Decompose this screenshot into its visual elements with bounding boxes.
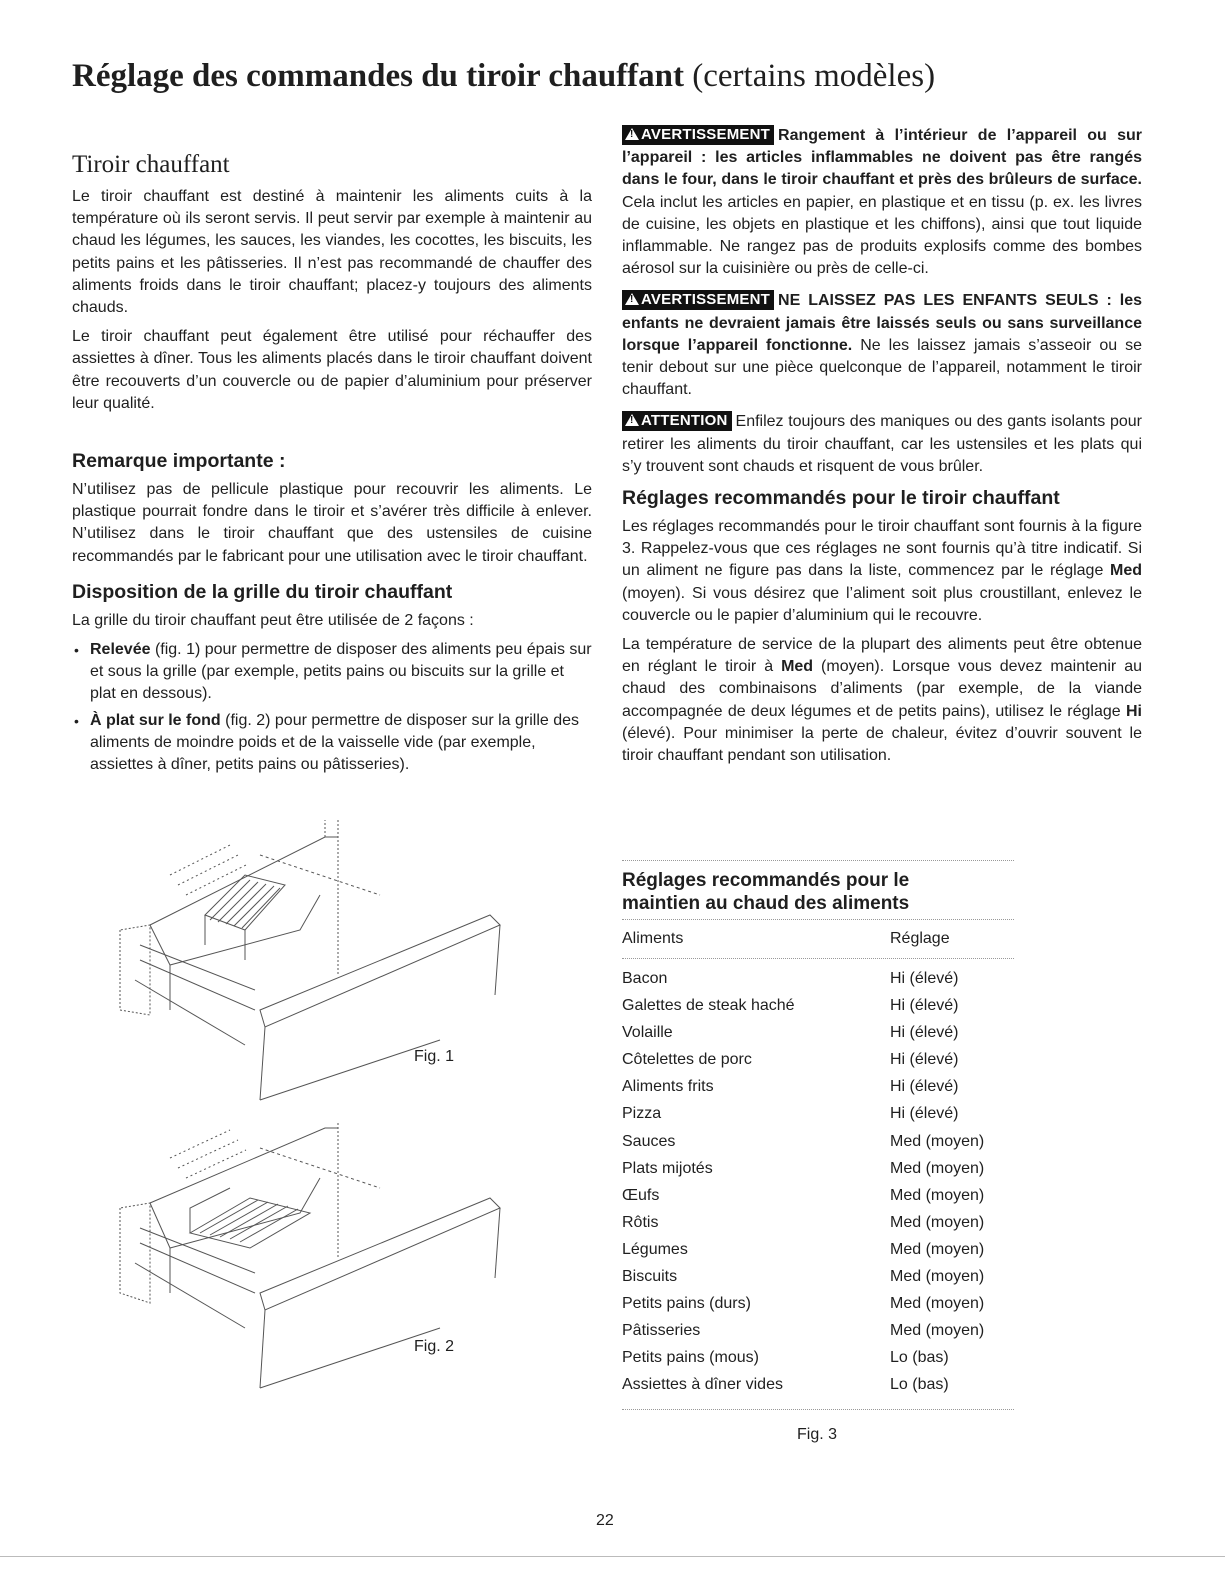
table-cell-reglage: Med (moyen)	[890, 1240, 985, 1258]
col-header-reglage: Réglage	[890, 930, 950, 947]
intro-paragraph-2: Le tiroir chauffant peut également être utilisé pour réchauffer des assiettes à dîner. Tous les aliments placés dans le tiroir chauffant doivent être recouverts d’un couvercle ou de papier d’aluminium pour préserver leur qualité.	[72, 328, 592, 412]
reglages-paragraph-1	[622, 516, 1142, 627]
warning-children-bold: NE LAISSEZ PAS LES ENFANTS SEULS : les enfants ne devraient jamais être laissés seuls ou sans surveillance lorsque l’appareil fonctionne.	[622, 292, 1142, 354]
table-cell-reglage: Med (moyen)	[890, 1159, 985, 1177]
warning-badge	[622, 125, 774, 145]
reglages-paragraph-2	[622, 634, 1142, 767]
table-cell-reglage: Hi (élevé)	[890, 970, 959, 987]
disposition-list	[72, 639, 592, 776]
caution-badge	[622, 411, 732, 431]
caution-badge-label: ATTENTION	[641, 412, 728, 430]
table-cell-aliment: Pizza	[622, 1105, 662, 1123]
table-row	[622, 1019, 1014, 1046]
table-title-line: maintien au chaud des aliments	[622, 893, 910, 914]
text-span: (élevé). Pour minimiser la perte de chaleur, évitez d’ouvrir souvent le tiroir chauffant pendant son utilisation.	[622, 724, 1142, 765]
list-item	[72, 710, 592, 777]
col-header-aliments: Aliments	[622, 930, 684, 947]
fig3-label: Fig. 3	[797, 1426, 838, 1443]
setting-med: Med	[781, 658, 814, 676]
right-column	[622, 125, 1142, 774]
table-title-line: Réglages recommandés pour le	[622, 870, 910, 891]
settings-table	[622, 860, 1014, 1410]
table-cell-aliment: Petits pains (mous)	[622, 1349, 759, 1367]
disposition-heading: Disposition de la grille du tiroir chauffant	[72, 580, 453, 603]
reglages-heading: Réglages recommandés pour le tiroir chauffant	[622, 487, 1060, 510]
table-cell-aliment: Galettes de steak haché	[622, 997, 795, 1015]
table-cell-aliment: Œufs	[622, 1186, 660, 1204]
caution-gloves	[622, 411, 1142, 478]
table-row	[622, 1263, 1014, 1290]
warming-drawer-rack-flat-illustration	[110, 1118, 510, 1408]
left-column	[72, 150, 592, 780]
disposition-paragraph: La grille du tiroir chauffant peut être utilisée de 2 façons :	[72, 611, 474, 629]
text-span: La température de service de la plupart des aliments peut être obtenue en réglant le tiroir à	[622, 636, 1142, 676]
page-number: 22	[596, 1512, 614, 1529]
bullet-text: (fig. 2) pour permettre de disposer sur la grille des aliments de moindre poids et de la vaisselle vide (par exemple, assiettes à dîner, petits pains ou pâtisseries).	[90, 711, 580, 774]
warning-triangle-icon: !	[625, 414, 639, 426]
table-cell-reglage: Med (moyen)	[890, 1322, 985, 1340]
table-cell-aliment: Plats mijotés	[622, 1159, 713, 1177]
table-cell-reglage: Hi (élevé)	[890, 1051, 959, 1069]
table-cell-reglage: Hi (élevé)	[890, 997, 959, 1015]
table-cell-aliment: Légumes	[622, 1240, 688, 1258]
table-row	[622, 1046, 1014, 1073]
table-row	[622, 992, 1014, 1019]
table-bottom-rule	[622, 1409, 1014, 1410]
table-row	[622, 1155, 1014, 1182]
table-row	[622, 1100, 1014, 1127]
table-rows	[622, 959, 1014, 1409]
table-cell-reglage: Hi (élevé)	[890, 1024, 959, 1042]
table-cell-reglage: Lo (bas)	[890, 1349, 949, 1367]
intro-paragraph-1: Le tiroir chauffant est destiné à maintenir les aliments cuits à la température où ils seront servis. Il peut servir par exemple à maintenir au chaud les légumes, les sauces, les viandes, les cocottes, les biscuits, les petits pains et les pâtisseries. Il n’est pas recommandé de chauffer des aliments froids dans le tiroir chauffant; placez-y toujours des aliments chauds.	[72, 188, 592, 317]
warning-children	[622, 290, 1142, 401]
table-cell-aliment: Sauces	[622, 1132, 676, 1150]
warning-badge-label: AVERTISSEMENT	[641, 291, 771, 309]
table-row	[622, 965, 1014, 992]
table-cell-reglage: Med (moyen)	[890, 1186, 985, 1204]
setting-med: Med	[1110, 562, 1142, 580]
bullet-bold: Relevée	[90, 641, 151, 659]
table-row	[622, 1290, 1014, 1317]
warning-badge-label: AVERTISSEMENT	[641, 126, 771, 143]
fig1-label: Fig. 1	[414, 1048, 455, 1065]
bullet-text: (fig. 1) pour permettre de disposer des aliments peu épais sur et sous la grille (par exemple, petits pains ou biscuits sur la grille et plat en dessous).	[90, 641, 592, 703]
text-span: Les réglages recommandés pour le tiroir chauffant sont fournis à la figure 3. Rappelez-vous que ces réglages ne sont fournis qu’à titre indicatif. Si un aliment ne figure pas dans la liste, commencez par le réglage	[622, 518, 1142, 580]
warning-triangle-icon: !	[625, 128, 639, 140]
table-cell-aliment: Côtelettes de porc	[622, 1051, 752, 1069]
warning-children-text: Ne les laissez jamais s’asseoir ou se tenir debout sur une pièce quelconque de l’appareil, notamment le tiroir chauffant.	[622, 336, 1143, 399]
warning-triangle-icon: !	[625, 293, 639, 305]
bullet-bold: À plat sur le fond	[90, 711, 221, 729]
page-title-qualifier: (certains modèles)	[692, 58, 936, 94]
table-title	[622, 861, 1014, 919]
caution-text: Enfilez toujours des maniques ou des gants isolants pour retirer les aliments du tiroir chauffant, car les ustensiles et les plats qui s’y trouvent sont chauds et risquent de vous brûler.	[622, 413, 1142, 475]
table-row	[622, 1128, 1014, 1155]
table-row	[622, 1317, 1014, 1344]
setting-hi: Hi	[1126, 702, 1142, 720]
page-title	[72, 56, 1172, 96]
table-cell-aliment: Volaille	[622, 1024, 673, 1042]
table-cell-aliment: Bacon	[622, 970, 668, 987]
fig2-label: Fig. 2	[414, 1338, 455, 1355]
warning-fire	[622, 125, 1142, 280]
table-cell-reglage: Med (moyen)	[890, 1213, 985, 1231]
table-cell-reglage: Med (moyen)	[890, 1295, 985, 1313]
table-cell-aliment: Petits pains (durs)	[622, 1295, 751, 1313]
table-cell-aliment: Rôtis	[622, 1213, 659, 1231]
warning-fire-bold: Rangement à l’intérieur de l’appareil ou sur l’appareil : les articles inflammables ne doivent pas être rangés dans le four, dans le tiroir chauffant et près des brûleurs de surface.	[622, 127, 1142, 189]
table-cell-reglage: Lo (bas)	[890, 1376, 949, 1394]
section-title-tiroir: Tiroir chauffant	[72, 151, 230, 178]
warning-fire-text: Cela inclut les articles en papier, en plastique et en tissu (p. ex. les livres de cuisine, les objets en plastique et les chiffons), ainsi que tout liquide inflammable. Ne rangez pas de produits explosifs comme des bombes aérosol sur la cuisinière ou près de celle-ci.	[622, 193, 1142, 278]
table-cell-aliment: Biscuits	[622, 1268, 678, 1286]
table-cell-reglage: Hi (élevé)	[890, 1078, 959, 1096]
table-cell-aliment: Assiettes à dîner vides	[622, 1376, 783, 1394]
remarque-paragraph: N’utilisez pas de pellicule plastique pour recouvrir les aliments. Le plastique pourrait fondre dans le tiroir et s’avérer très difficile à enlever. N’utilisez dans le tiroir chauffant que des ustensiles de cuisine recommandés par le fabricant pour une utilisation avec le tiroir chauffant.	[72, 481, 592, 565]
table-row	[622, 1371, 1014, 1398]
warming-drawer-rack-raised-illustration	[110, 815, 510, 1115]
table-cell-reglage: Med (moyen)	[890, 1268, 985, 1286]
table-row	[622, 1236, 1014, 1263]
table-cell-reglage: Med (moyen)	[890, 1132, 985, 1150]
text-span: (moyen). Si vous désirez que l’aliment soit plus croustillant, enlevez le couvercle ou le papier d’aluminium qui le recouvre.	[622, 584, 1142, 624]
page-title-main: Réglage des commandes du tiroir chauffant	[72, 58, 685, 94]
table-header	[622, 920, 1014, 958]
table-row	[622, 1073, 1014, 1100]
text-span: (moyen). Lorsque vous devez maintenir au chaud des combinaisons d’aliments (par exemple, de la viande accompagnée de deux légumes et de petits pains), utilisez le réglage	[622, 658, 1142, 720]
page-bottom-rule	[0, 1556, 1225, 1557]
table-row	[622, 1344, 1014, 1371]
table-cell-aliment: Aliments frits	[622, 1078, 714, 1096]
table-cell-aliment: Pâtisseries	[622, 1322, 701, 1340]
table-row	[622, 1182, 1014, 1209]
table-row	[622, 1209, 1014, 1236]
table-cell-reglage: Hi (élevé)	[890, 1105, 959, 1123]
list-item	[72, 639, 592, 706]
warning-badge	[622, 290, 774, 310]
remarque-heading: Remarque importante :	[72, 450, 286, 473]
